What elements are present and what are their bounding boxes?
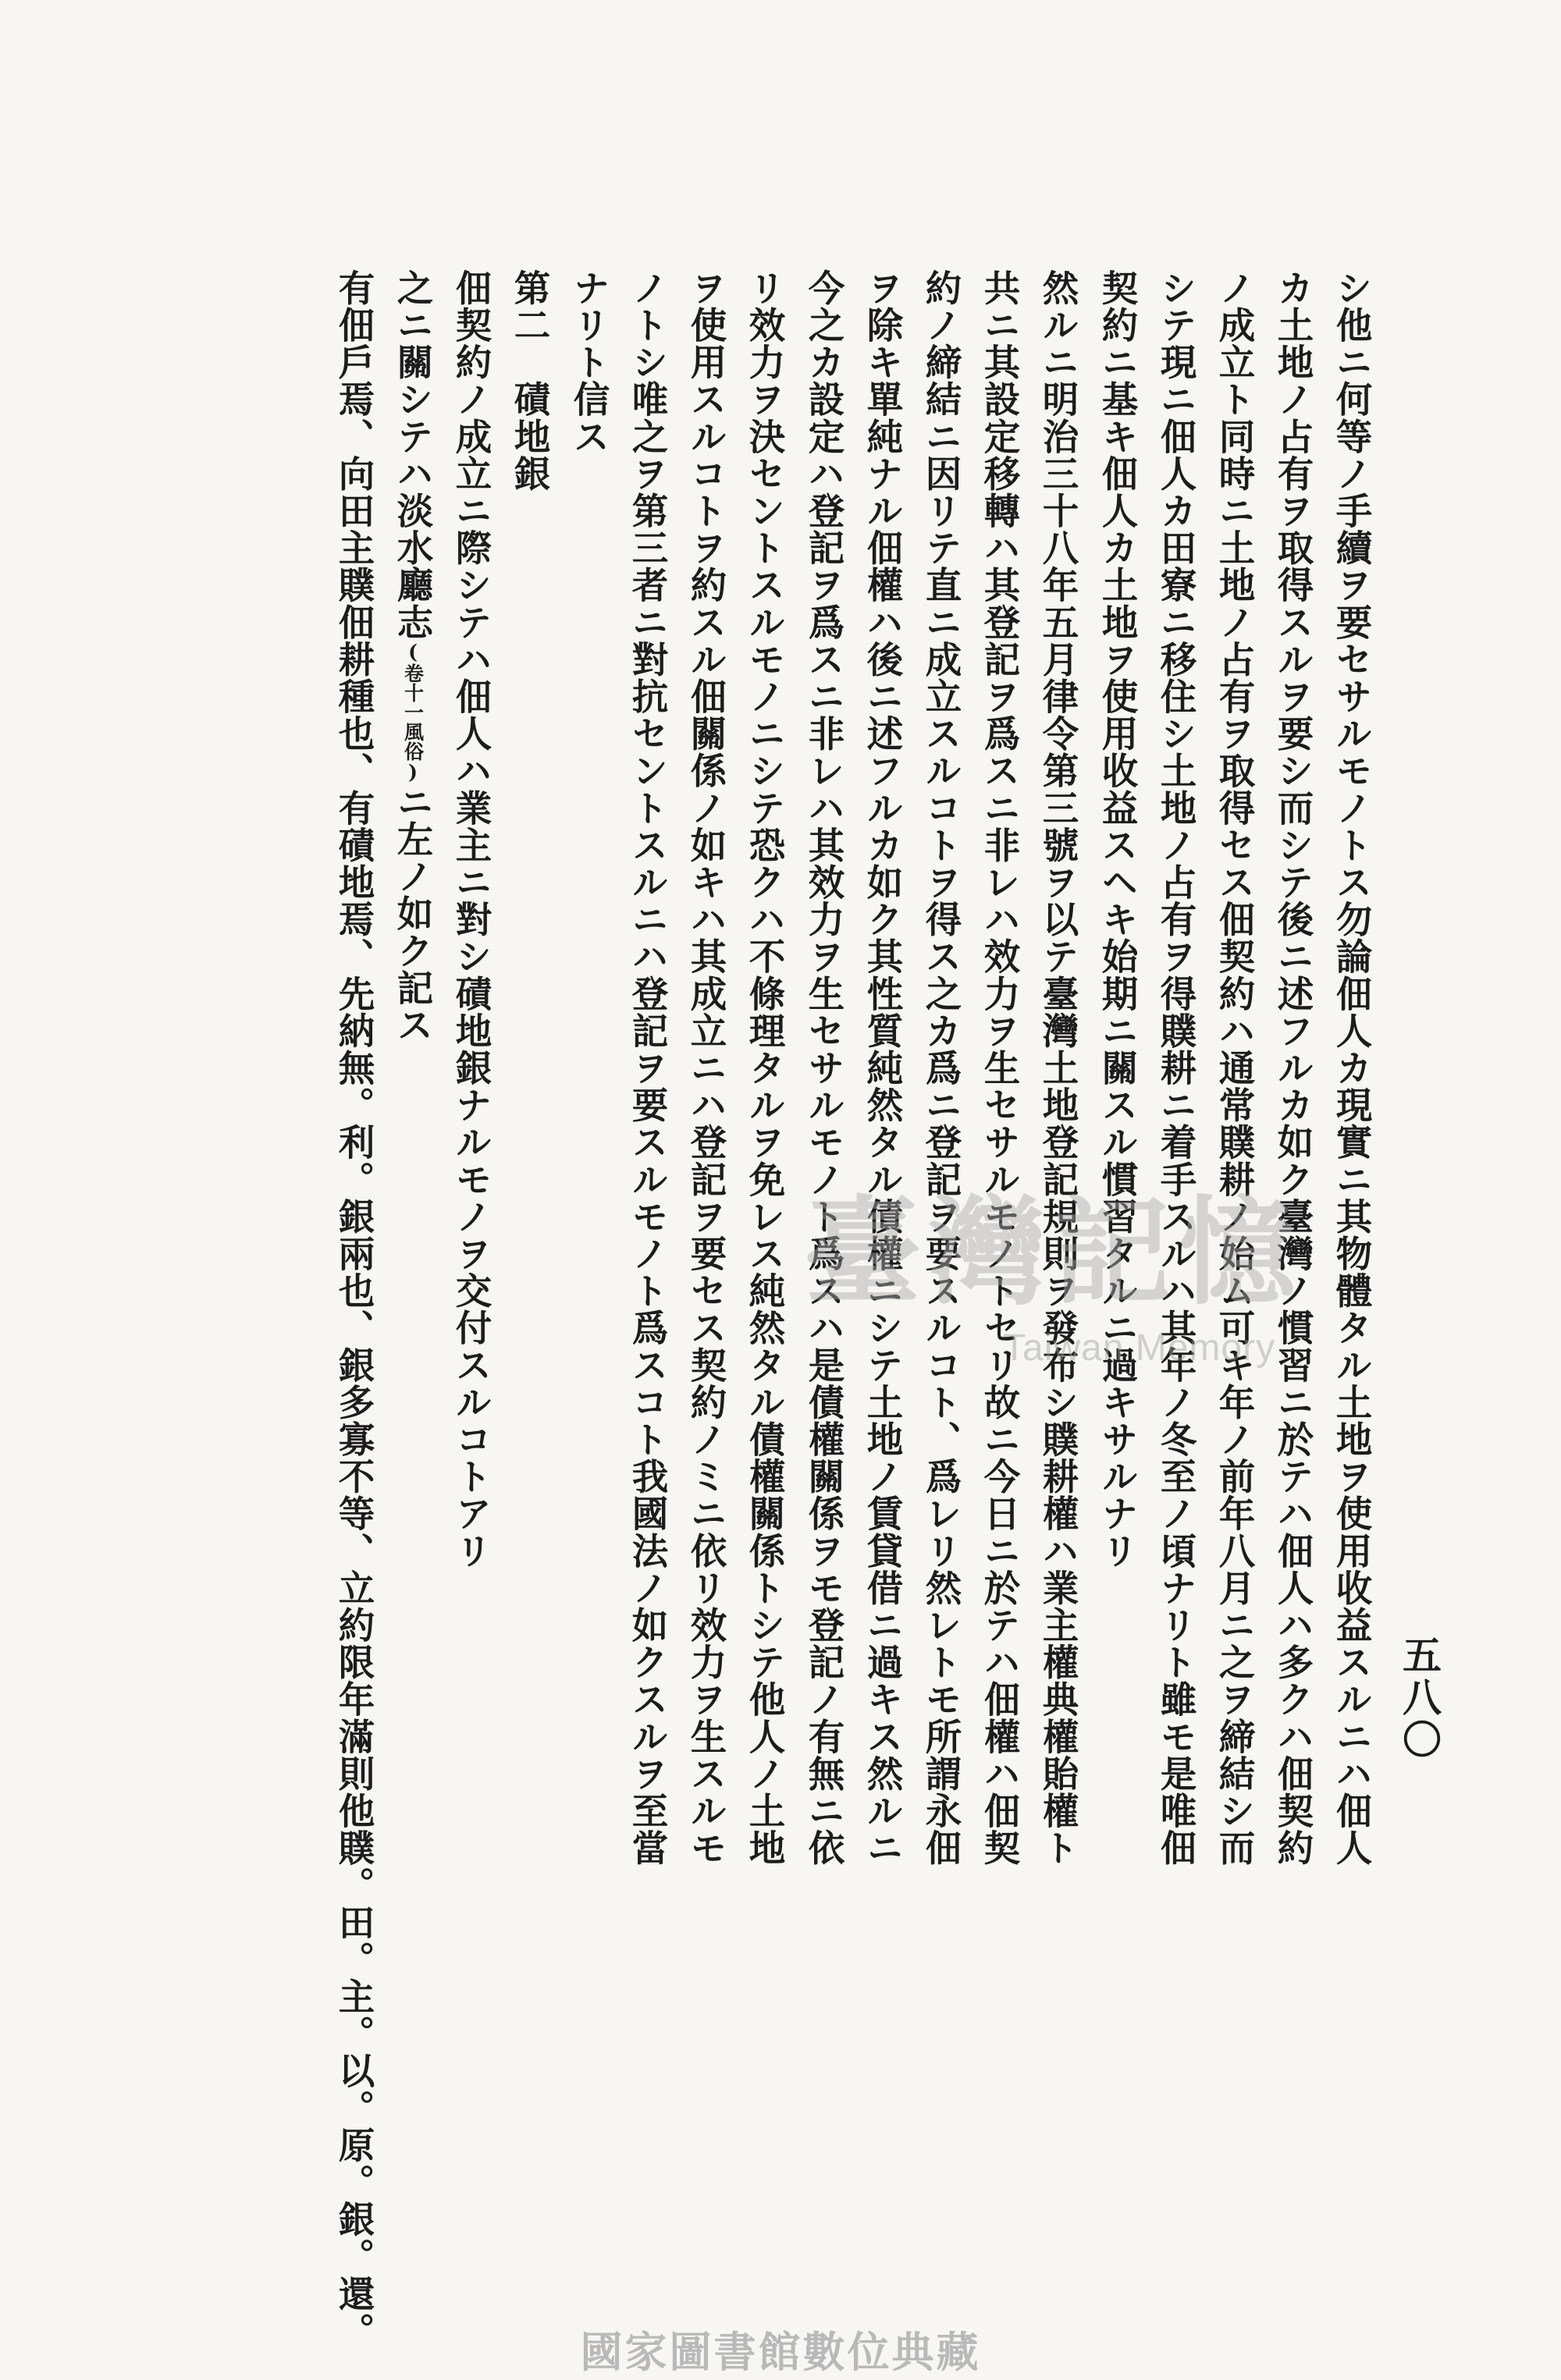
text-column-6: 然ルニ明治三十八年五月律令第三號ヲ以テ臺灣土地登記規則ヲ發布シ贌耕權ハ業主權典權貽權ト: [1037, 269, 1080, 1867]
text-column-11: リ效力ヲ決セントスルモノニシテ恐クハ不條理タルヲ免レス純然タル債權關係トシテ他人ノ土地: [743, 269, 787, 1867]
footer-mark: 國家圖書館數位典藏: [580, 2328, 981, 2377]
text-column-9: ヲ除キ單純ナル佃權ハ後ニ述フルカ如ク其性質純然タル債權ニシテ土地ノ賃貸借ニ過キス然ルニ: [861, 269, 905, 1867]
text-column-10: 今之カ設定ハ登記ヲ爲スニ非レハ其效力ヲ生セサルモノト爲スハ是債權關係ヲモ登記ノ有無ニ依: [802, 269, 846, 1867]
text-column-1: シ他ニ何等ノ手續ヲ要セサルモノトス勿論佃人カ現實ニ其物體タル土地ヲ使用收益スルニハ佃人: [1330, 269, 1374, 1867]
watermark-title: 臺灣記憶: [804, 1184, 1304, 1321]
quote-column: 有佃戶焉、向田主贌佃耕種也、有磧地焉、先納無。利。銀兩也、銀多寡不等、立約限年滿則他贌。田。主。以。原。銀。還。: [332, 269, 376, 2350]
text-column-12: ヲ使用スルコトヲ約スル佃關係ノ如キハ其成立ニハ登記ヲ要セス契約ノミニ依リ效力ヲ生スルモ: [684, 269, 728, 1867]
section-text-2-main: 之ニ關シテハ淡水廳志: [391, 269, 435, 641]
text-column-7: 共ニ其設定移轉ハ其登記ヲ爲スニ非レハ效力ヲ生セサルモノトセリ故ニ今日ニ於テハ佃權ハ佃契: [978, 269, 1022, 1867]
text-column-5: 契約ニ基キ佃人カ土地ヲ使用收益スヘキ始期ニ關スル慣習タルニ過キサルナリ: [1096, 269, 1140, 1569]
text-column-4: シテ現ニ佃人カ田寮ニ移住シ土地ノ占有ヲ得贌耕ニ着手スルハ其年ノ冬至ノ頃ナリト雖モ是唯佃: [1154, 269, 1198, 1867]
watermark-subtitle: Taiwan Memory: [1003, 1327, 1276, 1369]
text-column-2: カ土地ノ占有ヲ取得スルヲ要シ而シテ後ニ述フルカ如ク臺灣ノ慣習ニ於テハ佃人ハ多クハ佃契約: [1271, 269, 1315, 1867]
section-text-2-tail: ニ左ノ如ク記ス: [391, 783, 435, 1044]
text-column-14: ナリト信ス: [567, 269, 611, 455]
watermark: [804, 1184, 1311, 1389]
text-column-13: ノトシ唯之ヲ第三者ニ對抗セントスルニハ登記ヲ要スルモノト爲スコト我國法ノ如クスルヲ至當: [626, 269, 670, 1867]
section-note: (卷十一風俗): [401, 641, 425, 783]
page-number: 五八〇: [1396, 1635, 1442, 1761]
section-text-1: 佃契約ノ成立ニ際シテハ佃人ハ業主ニ對シ磧地銀ナルモノヲ交付スルコトアリ: [450, 269, 493, 1569]
text-column-8: 約ノ締結ニ因リテ直ニ成立スルコトヲ得ス之カ爲ニ登記ヲ要スルコト、爲レリ然レトモ所謂永佃: [919, 269, 963, 1867]
section-heading: 第二 磧地銀: [508, 269, 552, 492]
text-column-3: ノ成立ト同時ニ土地ノ占有ヲ取得セス佃契約ハ通常贌耕ノ始ム可キ年ノ前年八月ニ之ヲ締結シ而: [1213, 269, 1257, 1867]
section-text-2: [391, 269, 435, 1044]
